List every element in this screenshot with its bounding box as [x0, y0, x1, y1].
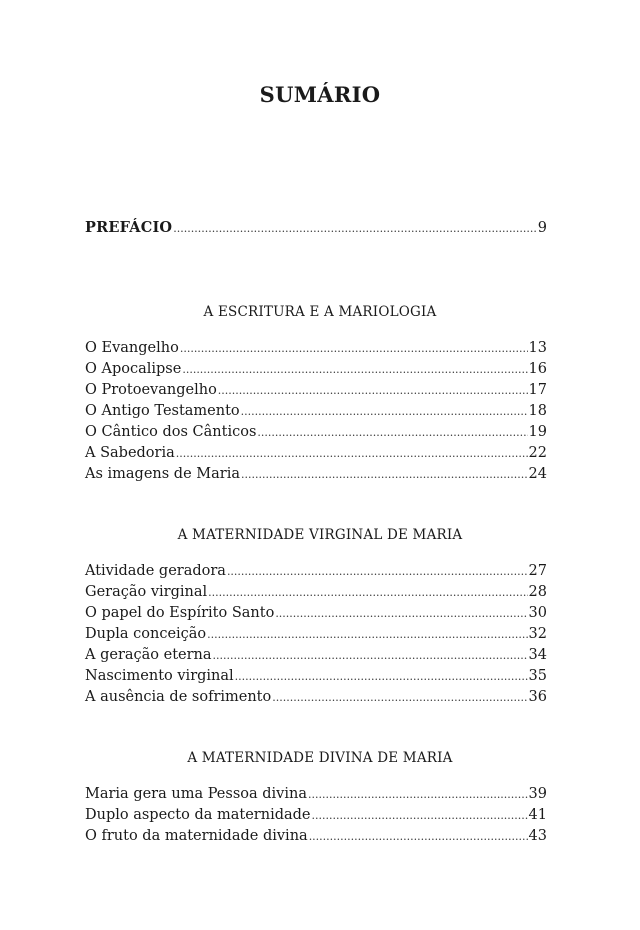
toc-entry-label: A ausência de sofrimento	[85, 689, 272, 705]
dot-leader	[182, 360, 527, 380]
toc-page-number: 36	[528, 689, 547, 705]
toc-page-number: 41	[528, 807, 547, 823]
toc-entry[interactable]	[85, 561, 547, 582]
section-heading: A ESCRITURA E A MARIOLOGIA	[203, 304, 437, 320]
toc-page-number: 35	[528, 668, 547, 684]
toc-entry-preface[interactable]	[85, 218, 547, 239]
toc-page-number: 32	[528, 626, 547, 642]
toc-entry[interactable]	[85, 401, 547, 422]
toc-entry[interactable]	[85, 603, 547, 624]
toc-entry[interactable]	[85, 645, 547, 666]
toc-page-number: 13	[528, 340, 547, 356]
dot-leader	[309, 827, 528, 847]
dot-leader	[312, 806, 528, 826]
toc-entry-label: Dupla conceição	[85, 626, 207, 642]
toc-entry-label: O Cântico dos Cânticos	[85, 424, 257, 440]
dot-leader	[176, 444, 528, 464]
toc-entry-label: O papel do Espírito Santo	[85, 605, 275, 621]
toc-entry[interactable]	[85, 422, 547, 443]
toc-entry-label: O Evangelho	[85, 340, 179, 356]
dot-leader	[241, 402, 528, 422]
toc-page-number: 34	[528, 647, 547, 663]
toc-entry-label: A Sabedoria	[85, 445, 175, 461]
toc-page-number: 28	[528, 584, 547, 600]
toc-page-number: 17	[528, 382, 547, 398]
toc-entry-label: Maria gera uma Pessoa divina	[85, 786, 307, 802]
dot-leader	[235, 667, 528, 687]
toc-page-number: 18	[528, 403, 547, 419]
toc-entry-label: PREFÁCIO	[85, 219, 173, 236]
toc-entry[interactable]	[85, 666, 547, 687]
toc-page-number: 9	[537, 220, 547, 236]
toc-entry[interactable]	[85, 582, 547, 603]
toc-entry-label: Geração virginal	[85, 584, 208, 600]
toc-page-number: 24	[528, 466, 547, 482]
dot-leader	[207, 625, 527, 645]
dot-leader	[308, 785, 528, 805]
toc-page-number: 22	[528, 445, 547, 461]
toc-page-number: 27	[528, 563, 547, 579]
page-title: SUMÁRIO	[259, 82, 381, 107]
dot-leader	[275, 604, 527, 624]
toc-entry[interactable]	[85, 687, 547, 708]
toc-entry-label: O Protoevangelho	[85, 382, 217, 398]
toc-entry-label: O Antigo Testamento	[85, 403, 240, 419]
toc-entry[interactable]	[85, 624, 547, 645]
toc-entry-label: As imagens de Maria	[85, 466, 240, 482]
dot-leader	[180, 339, 528, 359]
dot-leader	[241, 465, 528, 485]
section-heading: A MATERNIDADE VIRGINAL DE MARIA	[177, 527, 463, 543]
dot-leader	[218, 381, 528, 401]
section-heading: A MATERNIDADE DIVINA DE MARIA	[187, 750, 453, 766]
dot-leader	[257, 423, 527, 443]
toc-entry[interactable]	[85, 464, 547, 485]
toc-entry[interactable]	[85, 359, 547, 380]
toc-page-number: 19	[528, 424, 547, 440]
toc-entry[interactable]	[85, 443, 547, 464]
toc-entry-label: O fruto da maternidade divina	[85, 828, 308, 844]
dot-leader	[272, 688, 527, 708]
toc-entry[interactable]	[85, 380, 547, 401]
toc-entry-label: Nascimento virginal	[85, 668, 234, 684]
toc-entry-label: Atividade geradora	[85, 563, 226, 579]
toc-page-number: 30	[528, 605, 547, 621]
toc-entry-label: O Apocalipse	[85, 361, 182, 377]
toc-entry[interactable]	[85, 805, 547, 826]
toc-entry-label: Duplo aspecto da maternidade	[85, 807, 311, 823]
toc-entry-label: A geração eterna	[85, 647, 212, 663]
toc-entry[interactable]	[85, 826, 547, 847]
toc-page-number: 39	[528, 786, 547, 802]
dot-leader	[227, 562, 528, 582]
toc-entry[interactable]	[85, 784, 547, 805]
dot-leader	[213, 646, 528, 666]
dot-leader	[173, 219, 537, 239]
toc-page-number: 16	[528, 361, 547, 377]
dot-leader	[208, 583, 527, 603]
toc-entry[interactable]	[85, 338, 547, 359]
toc-page-number: 43	[528, 828, 547, 844]
